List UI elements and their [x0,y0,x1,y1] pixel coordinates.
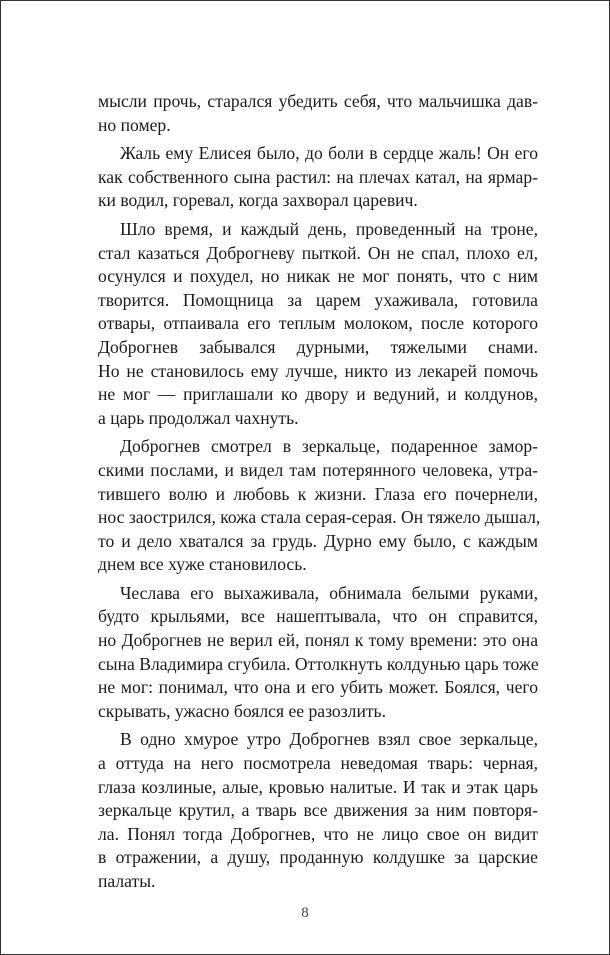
page-number: 8 [301,905,309,921]
text-line: ла. Понял тогда Доброгнев, что не лицо свое он видит [98,823,538,844]
paragraph [98,728,538,893]
text-line: а оттуда на него посмотрела неведомая тварь: черная, [98,753,538,774]
text-line: как собственного сына растил: на плечах катал, на ярмар- [98,166,538,187]
text-line: ки водил, горевал, когда захворал царевич. [98,190,418,211]
paragraph [98,218,538,430]
text-line: нос заострился, кожа стала серая-серая. Он тяжело дышал, [98,507,541,528]
paragraph [98,142,538,213]
text-line: В одно хмурое утро Доброгнев взял свое зеркальце, [120,729,538,750]
text-line: не мог — приглашали ко двору и ведуний, и колдунов, [98,384,538,405]
text-line: но помер. [98,114,171,135]
text-line: осунулся и похудел, но никак не мог понять, что с ним [98,266,538,287]
text-line: творится. Помощница за царем ухаживала, готовила [98,289,538,310]
text-line: будто крыльями, все нашептывала, что он справится, [98,606,538,627]
text-line: стал казаться Доброгневу пыткой. Он не спал, плохо ел, [98,242,538,263]
text-line: Но не становилось ему лучше, никто из лекарей помочь [98,360,538,381]
text-line: глаза козлиные, алые, кровью налитые. И так и этак царь [98,776,538,797]
text-line: Шло время, и каждый день, проведенный на троне, [120,218,538,239]
text-line: сына Владимира сгубила. Оттолкнуть колдунью царь тоже [98,653,539,674]
text-line: Доброгнев забывался дурными, тяжелыми снами. [98,336,538,357]
text-line: Чеслава его выхаживала, обнимала белыми руками, [120,582,538,603]
text-line: зеркальце крутил, а тварь все движения за ним повторя- [98,800,538,821]
text-line: в отражении, а душу, проданную колдушке за царские [98,847,538,868]
text-line: отвары, отпаивала его теплым молоком, после которого [98,313,538,334]
paragraph [98,582,538,724]
text-line: не мог: понимал, что она и его убить может. Боялся, чего [98,677,538,698]
paragraph [98,435,541,577]
text-line: днем все хуже становилось. [98,554,307,575]
text-line: мысли прочь, старался убедить себя, что мальчишка дав- [98,91,538,111]
text-line: Доброгнев смотрел в зеркальце, подаренное замор- [120,436,538,457]
text-line: палаты. [98,871,156,891]
text-line: а царь продолжал чахнуть. [98,407,299,428]
paragraph [98,90,538,137]
text-line: то и дело хватался за грудь. Дурно ему было, с каждым [98,530,538,551]
text-line: Жаль ему Елисея было, до боли в сердце жаль! Он его [120,143,538,164]
text-line: но Доброгнев не верил ей, понял к тому времени: это она [98,630,538,651]
text-line: скими послами, и видел там потерянного человека, утра- [98,459,538,480]
text-line: тившего волю и любовь к жизни. Глаза его почернели, [98,483,538,504]
text-line: скрывать, ужасно боялся ее разозлить. [98,700,386,721]
body-text [98,90,541,894]
